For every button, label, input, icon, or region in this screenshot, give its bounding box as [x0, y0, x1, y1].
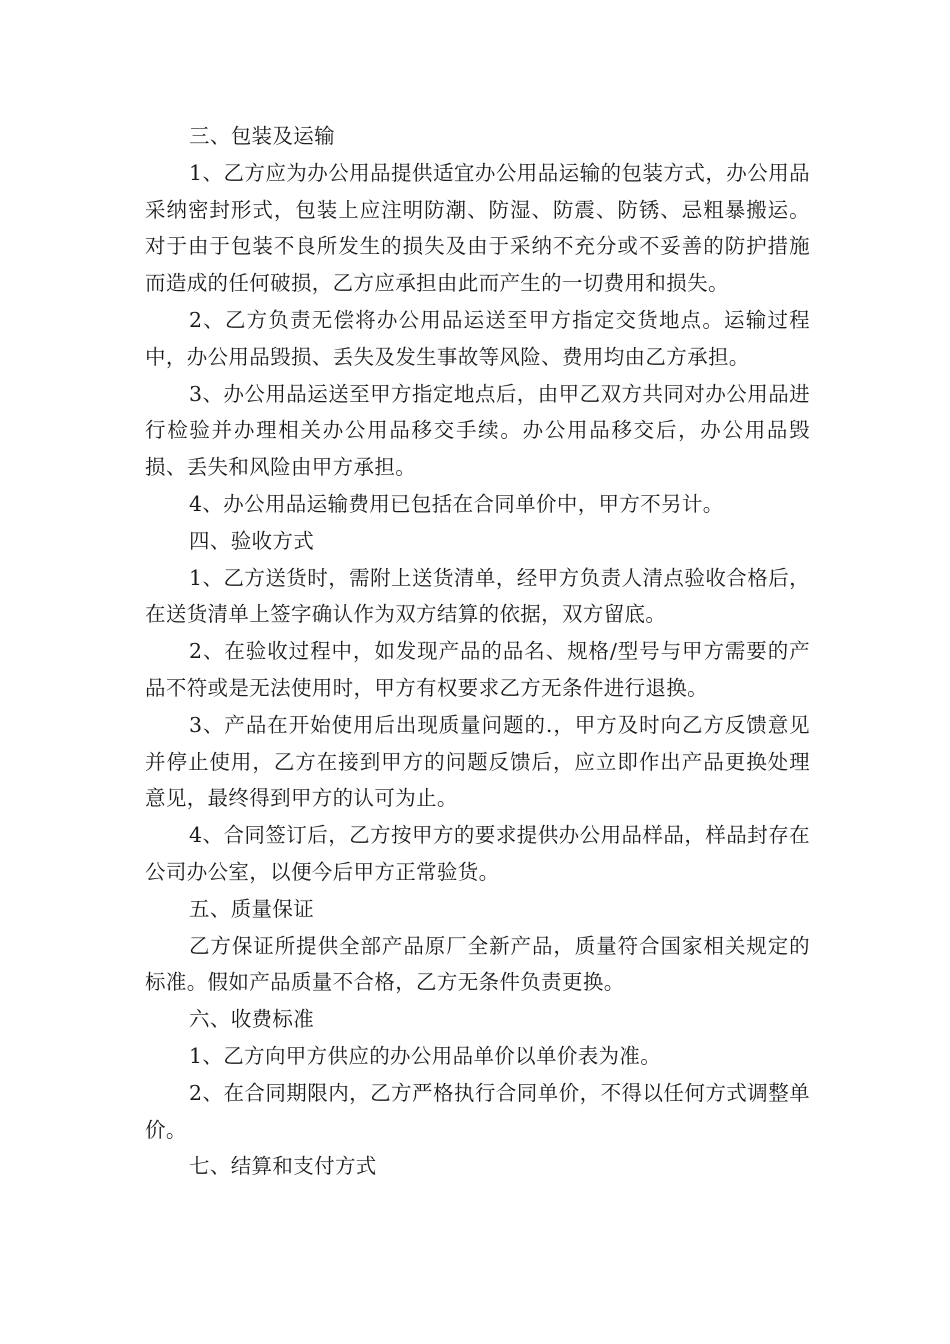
paragraph: 1、乙方应为办公用品提供适宜办公用品运输的包装方式，办公用品采纳密封形式，包装上应注明防潮、防湿、防震、防锈、忌粗暴搬运。对于由于包装不良所发生的损失及由于采纳不充分或不妥善的防护措施而造成的任何破损，乙方应承担由此而产生的一切费用和损失。 [145, 160, 810, 296]
section-heading: 三、包装及运输 [189, 124, 335, 148]
section-heading: 七、结算和支付方式 [189, 1154, 377, 1179]
paragraph: 2、在验收过程中，如发现产品的品名、规格/型号与甲方需要的产品不符或是无法使用时，甲方有权要求乙方无条件进行退换。 [145, 639, 810, 700]
paragraph: 乙方保证所提供全部产品原厂全新产品，质量符合国家相关规定的标准。假如产品质量不合格，乙方无条件负责更换。 [145, 933, 810, 995]
section-heading: 四、验收方式 [189, 528, 315, 553]
paragraph: 2、在合同期限内，乙方严格执行合同单价，不得以任何方式调整单价。 [145, 1080, 810, 1142]
paragraph: 3、办公用品运送至甲方指定地点后，由甲乙双方共同对办公用品进行检验并办理相关办公用品移交手续。办公用品移交后，办公用品毁损、丢失和风险由甲方承担。 [145, 381, 810, 480]
paragraph: 2、乙方负责无偿将办公用品运送至甲方指定交货地点。运输过程中，办公用品毁损、丢失及发生事故等风险、费用均由乙方承担。 [145, 307, 810, 369]
paragraph: 1、乙方向甲方供应的办公用品单价以单价表为准。 [189, 1043, 662, 1068]
section-heading: 六、收费标准 [189, 1007, 315, 1032]
document-body [145, 118, 810, 1185]
paragraph: 1、乙方送货时，需附上送货清单，经甲方负责人清点验收合格后，在送货清单上签字确认作为双方结算的依据，双方留底。 [145, 565, 810, 627]
paragraph: 3、产品在开始使用后出现质量问题的.，甲方及时向乙方反馈意见并停止使用，乙方在接到甲方的问题反馈后，应立即作出产品更换处理意见，最终得到甲方的认可为止。 [145, 712, 810, 811]
paragraph: 4、办公用品运输费用已包括在合同单价中，甲方不另计。 [189, 491, 724, 516]
paragraph: 4、合同签订后，乙方按甲方的要求提供办公用品样品，样品封存在公司办公室，以便今后甲方正常验货。 [145, 823, 810, 884]
section-heading: 五、质量保证 [189, 896, 315, 921]
